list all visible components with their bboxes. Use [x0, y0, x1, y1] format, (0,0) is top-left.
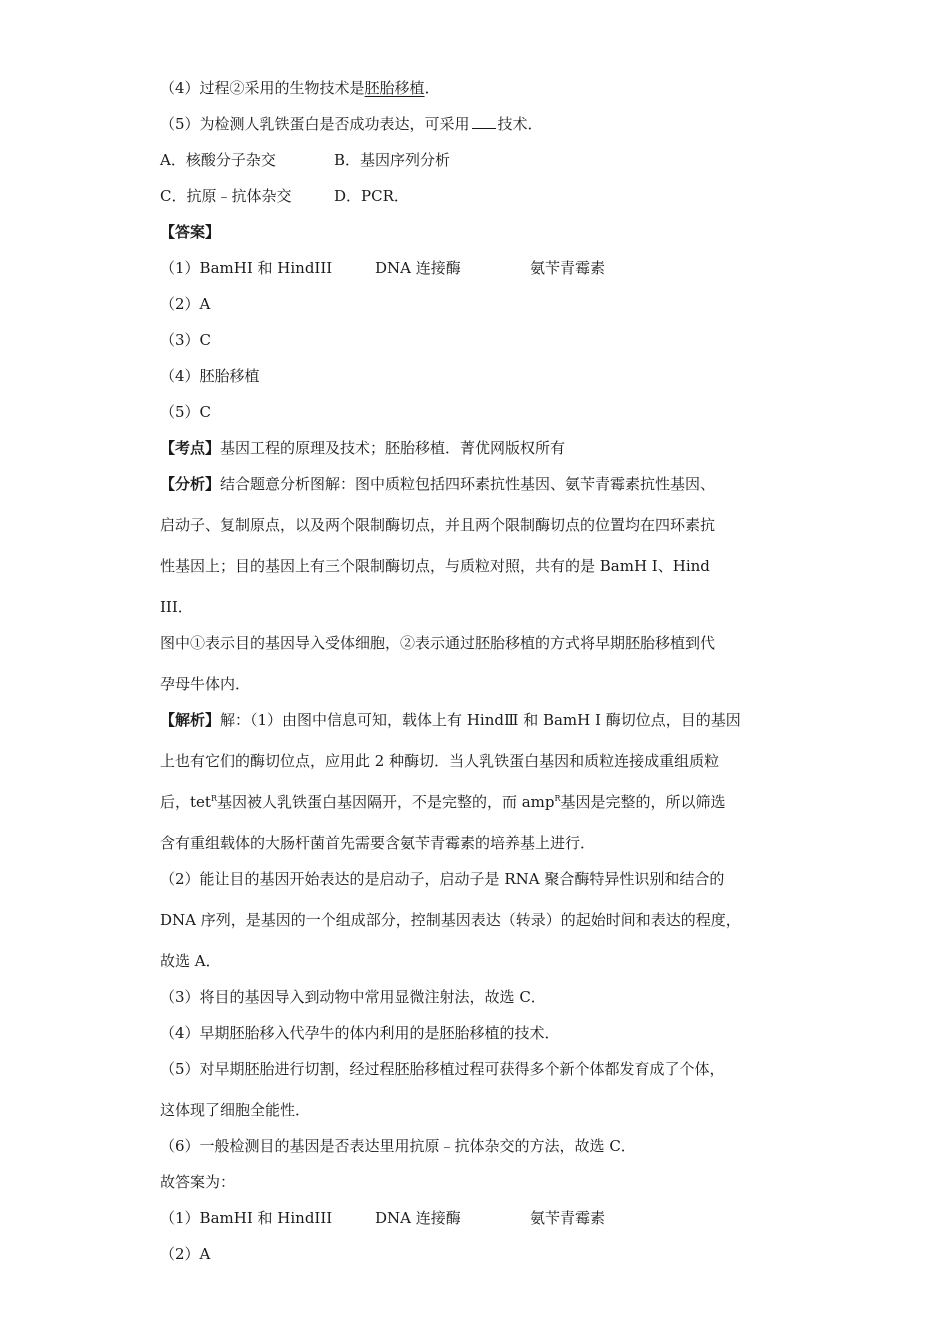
question-4	[160, 78, 440, 98]
jiexi-line-8: （3）将目的基因导入到动物中常用显微注射法，故选 C．	[160, 988, 546, 1006]
fenxi-line-6: 孕母牛体内．	[160, 675, 251, 693]
q4-prefix: （4）过程②采用的生物技术是	[160, 79, 365, 97]
jiexi-line-3-c: 基因是完整的，所以筛选	[560, 793, 726, 811]
jiexi-line-1	[160, 710, 741, 730]
fenxi-line-5: 图中①表示目的基因导入受体细胞，②表示通过胚胎移植的方式将早期胚胎移植到代	[160, 634, 716, 652]
jiexi-line-3-a: 后，tet	[160, 793, 211, 811]
jiexi-line-12: （6）一般检测目的基因是否表达里用抗原﹣抗体杂交的方法，故选 C．	[160, 1137, 636, 1155]
kaodian-line	[160, 438, 565, 458]
answer-2: （2）A	[160, 295, 211, 313]
jiexi-line-11: 这体现了细胞全能性．	[160, 1101, 311, 1119]
option-a: A．核酸分子杂交	[160, 151, 276, 169]
answer-4: （4）胚胎移植	[160, 367, 260, 385]
jiexi-line-9: （4）早期胚胎移入代孕牛的体内利用的是胚胎移植的技术．	[160, 1024, 560, 1042]
option-c: C．抗原﹣抗体杂交	[160, 187, 292, 205]
options-row-2	[160, 186, 409, 206]
tet-superscript: R	[210, 794, 217, 803]
fenxi-label: 【分析】	[160, 475, 221, 493]
fenxi-line-3: 性基因上；目的基因上有三个限制酶切点，与质粒对照，共有的是 BamH Ⅰ、Hind	[160, 557, 710, 575]
final-answer-1-part-1: （1）BamHI 和 HindIII	[160, 1209, 333, 1227]
jiexi-line-10: （5）对早期胚胎进行切割，经过程胚胎移植过程可获得多个新个体都发育成了个体，	[160, 1060, 725, 1078]
jiexi-line-5: （2）能让目的基因开始表达的是启动子，启动子是 RNA 聚合酶特异性识别和结合的	[160, 870, 725, 888]
answer-1-part-3: 氨苄青霉素	[530, 259, 606, 277]
final-answer-1-part-2: DNA 连接酶	[375, 1209, 461, 1227]
question-5	[160, 114, 543, 134]
jiexi-line-7: 故选 A．	[160, 952, 221, 970]
answer-heading: 【答案】	[160, 223, 221, 241]
amp-superscript: R	[554, 794, 561, 803]
option-d: D．PCR．	[334, 187, 409, 205]
final-answer-1	[160, 1208, 606, 1228]
kaodian-label: 【考点】	[160, 439, 221, 457]
answer-1-part-1: （1）BamHI 和 HindIII	[160, 259, 333, 277]
q5-suffix: 技术．	[497, 115, 543, 133]
jiexi-text-1: 解：（1）由图中信息可知，载体上有 HindⅢ 和 BamH Ⅰ 酶切位点，目的基因	[220, 711, 741, 729]
fenxi-line-4: III．	[160, 598, 193, 616]
q4-answer: 胚胎移植	[364, 79, 425, 97]
q5-prefix: （5）为检测人乳铁蛋白是否成功表达，可采用	[160, 115, 470, 133]
fenxi-line-1	[160, 474, 715, 494]
final-answer-2: （2）A	[160, 1245, 211, 1263]
answer-3: （3）C	[160, 331, 212, 349]
answer-1	[160, 258, 606, 278]
jiexi-line-4: 含有重组载体的大肠杆菌首先需要含氨苄青霉素的培养基上进行．	[160, 834, 596, 852]
fenxi-text-1: 结合题意分析图解：图中质粒包括四环素抗性基因、氨苄青霉素抗性基因、	[220, 475, 716, 493]
options-row-1	[160, 150, 451, 170]
option-b: B．基因序列分析	[334, 151, 451, 169]
jiexi-line-6: DNA 序列，是基因的一个组成部分，控制基因表达（转录）的起始时间和表达的程度，	[160, 911, 741, 929]
fenxi-line-2: 启动子、复制原点，以及两个限制酶切点，并且两个限制酶切点的位置均在四环素抗	[160, 516, 716, 534]
jiexi-label: 【解析】	[160, 711, 221, 729]
kaodian-text: 基因工程的原理及技术；胚胎移植．菁优网版权所有	[220, 439, 566, 457]
q5-blank	[472, 114, 496, 129]
jiexi-line-2: 上也有它们的酶切位点，应用此 2 种酶切．当人乳铁蛋白基因和质粒连接成重组质粒	[160, 752, 720, 770]
final-answer-1-part-3: 氨苄青霉素	[530, 1209, 606, 1227]
q4-suffix: ．	[424, 79, 440, 97]
answer-5: （5）C	[160, 403, 212, 421]
answer-1-part-2: DNA 连接酶	[375, 259, 461, 277]
jiexi-line-3-b: 基因被人乳铁蛋白基因隔开，不是完整的，而 amp	[216, 793, 555, 811]
jiexi-line-3	[160, 792, 726, 812]
jiexi-line-13: 故答案为：	[160, 1173, 236, 1191]
